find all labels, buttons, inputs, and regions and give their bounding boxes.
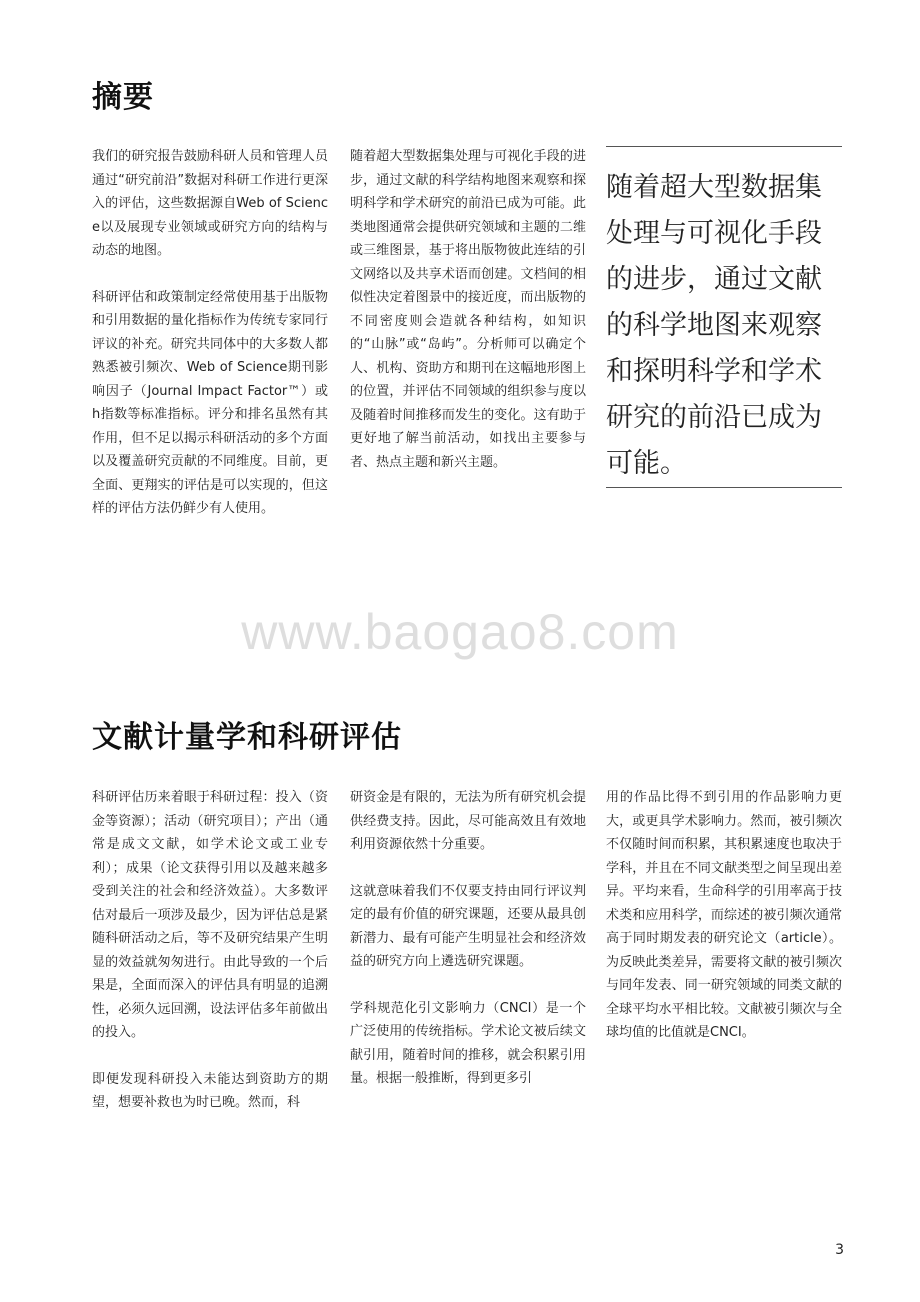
abstract-paragraph: 随着超大型数据集处理与可视化手段的进步，通过文献的科学结构地图来观察和探明科学和学术研究的前沿已成为可能。此类地图通常会提供研究领域和主题的二维或三维图景，基于将出版物彼此连结的引文网络以及共享术语而创建。文档间的相似性决定着图景中的接近度，而出版物的不同密度则会造就各种结构，如知识的“山脉”或“岛屿”。分析师可以确定个人、机构、资助方和期刊在这幅地形图上的位置，并评估不同领域的组织参与度以及随着时间推移而发生的变化。这有助于更好地了解当前活动，如找出主要参与者、热点主题和新兴主题。 [350, 149, 586, 470]
abstract-column-2 [350, 145, 586, 497]
bibliometrics-paragraph: 用的作品比得不到引用的作品影响力更大，或更具学术影响力。然而，被引频次不仅随时间而积累，其积累速度也取决于学科，并且在不同文献类型之间呈现出差异。平均来看，生命科学的引用率高于技术类和应用科学，而综述的被引频次通常高于同时期发表的研究论文（article）。为反映此类差异，需要将文献的被引频次与同年发表、同一研究领域的同类文献的全球平均水平相比较。文献被引频次与全球均值的比值就是CNCI。 [606, 790, 842, 1040]
bibliometrics-paragraph: 研资金是有限的，无法为所有研究机会提供经费支持。因此，尽可能高效且有效地利用资源依然十分重要。 [350, 790, 586, 852]
pull-quote [606, 146, 842, 488]
bibliometrics-column-3 [606, 786, 842, 1068]
abstract-column-1 [92, 145, 328, 544]
page-number: 3 [835, 1242, 844, 1258]
bibliometrics-column-2 [350, 786, 586, 1114]
bibliometrics-paragraph: 即便发现科研投入未能达到资助方的期望，想要补救也为时已晚。然而，科 [92, 1071, 328, 1110]
pull-quote-text: 随着超大型数据集处理与可视化手段的进步，通过文献的科学地图来观察和探明科学和学术研究的前沿已成为可能。 [606, 172, 822, 479]
abstract-paragraph: 我们的研究报告鼓励科研人员和管理人员通过“研究前沿”数据对科研工作进行更深入的评估，这些数据源自Web of Science以及展现专业领域或研究方向的结构与动态的地图。 [92, 149, 328, 258]
bibliometrics-paragraph: 这就意味着我们不仅要支持由同行评议判定的最有价值的研究课题，还要从最具创新潜力、最有可能产生明显社会和经济效益的研究方向上遴选研究课题。 [350, 883, 586, 969]
watermark: www.baogao8.com [241, 604, 679, 660]
bibliometrics-paragraph: 学科规范化引文影响力（CNCI）是一个广泛使用的传统指标。学术论文被后续文献引用，随着时间的推移，就会积累引用量。根据一般推断，得到更多引 [350, 1000, 586, 1086]
bibliometrics-paragraph: 科研评估历来着眼于科研过程：投入（资金等资源）；活动（研究项目）；产出（通常是成文文献，如学术论文或工业专利）；成果（论文获得引用以及越来越多受到关注的社会和经济效益）。大多数评估对最后一项涉及最少，因为评估总是紧随科研活动之后，等不及研究结果产生明显的效益就匆匆进行。由此导致的一个后果是，全面而深入的评估具有明显的追溯性，必须久远回溯，设法评估多年前做出的投入。 [92, 790, 328, 1040]
abstract-title: 摘要 [92, 80, 154, 115]
abstract-paragraph: 科研评估和政策制定经常使用基于出版物和引用数据的量化指标作为传统专家同行评议的补充。研究共同体中的大多数人都熟悉被引频次、Web of Science期刊影响因子（Journal Impact Factor™）或h指数等标准指标。评分和排名虽然有其作用，但不足以揭示科研活动的多个方面以及覆盖研究贡献的不同维度。目前，更全面、更翔实的评估是可以实现的，但这样的评估方法仍鲜少有人使用。 [92, 289, 328, 516]
bibliometrics-title: 文献计量学和科研评估 [92, 720, 402, 755]
bibliometrics-column-1 [92, 786, 328, 1138]
